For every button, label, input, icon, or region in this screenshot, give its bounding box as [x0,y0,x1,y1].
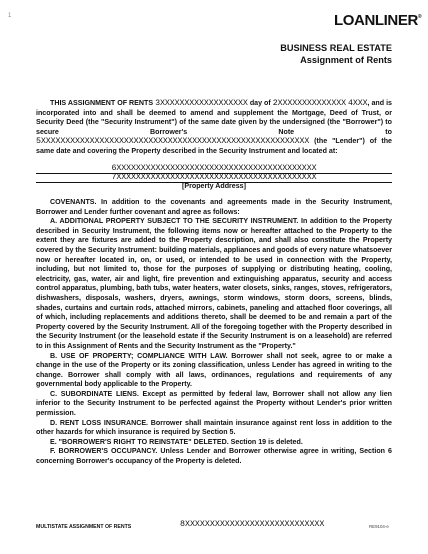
covenants-intro: COVENANTS. In addition to the covenants and agreements made in the Security Instrument, Borrower and Lender further covenant and agree as follows: [36,198,392,216]
covenants-section [36,198,392,467]
document-title: BUSINESS REAL ESTATE [280,43,392,53]
address-line-2[interactable]: 7XXXXXXXXXXXXXXXXXXXXXXXXXXXXXXXXXXXXXXXXX [111,173,317,182]
logo-registered-mark: ® [417,14,422,20]
loanliner-logo [334,12,421,29]
covenant-a: A. ADDITIONAL PROPERTY SUBJECT TO THE SECURITY INSTRUMENT. In addition to the Property described in Security Instrument, the following items now or hereafter attached to the Property to the extent they are fixtures are added to the Property description, and shall also constitute the Property covered by the Security Instrument: building materials, appliances and goods of every nature whatsoever now or hereafter located in, on, or used, or intended to be used in connection with the Property, including, but not limited to, those for the purposes of supplying or distributing heating, cooling, electricity, gas, water, air and light, fire prevention and extinguishing apparatus, security and access control apparatus, plumbing, bath tubs, water heaters, water closets, sinks, ranges, stoves, refrigerators, dishwashers, disposals, washers, dryers, awnings, storm windows, storm doors, screens, blinds, shades, curtains and curtain rods, attached mirrors, cabinets, paneling and attached floor coverings, all of which, including replacements and additions thereto, shall be deemed to be and remain a part of the Property covered by the Security Instrument. All of the foregoing together with the Property described in the Security Instrument (or the leasehold estate if the Security Instrument is on a leasehold) are referred to in this Assignment of Rents and the Security Instrument as the "Property." [36,217,392,350]
intro-body: , and is incorporated into and shall be deemed to amend and supplement the Mortgage, Deed of Trust, or Security Deed (the "Security Instrument") of the same date given by the undersigned (the "Borrower") to secure Borrower's Note to [36,99,392,136]
footer-form-title: MULTISTATE ASSIGNMENT OF RENTS [36,524,132,530]
day-of-label: day of [249,99,271,107]
month-fill-field[interactable]: 2XXXXXXXXXXXXXX [272,99,346,108]
logo-text: LOANLINER [334,12,418,29]
date-fill-field[interactable]: 3XXXXXXXXXXXXXXXXXX [155,99,248,108]
covenant-b: B. USE OF PROPERTY; COMPLIANCE WITH LAW. Borrower shall not seek, agree to or make a change in the use of the Property or its zoning classification, unless Lender has agreed in writing to the change. Borrower shall comply with all laws, ordinances, regulations and requirements of any governmental body applicable to the Property. [36,351,392,389]
year-fill-field[interactable]: 4XXX [347,99,368,108]
intro-lead: THIS ASSIGNMENT OF RENTS [50,99,154,107]
address-line-1[interactable]: 6XXXXXXXXXXXXXXXXXXXXXXXXXXXXXXXXXXXXXXXXX [111,164,317,173]
covenant-e: E. "BORROWER'S RIGHT TO REINSTATE" DELETED. Section 19 is deleted. [50,437,303,446]
lender-label: (the "Lender") [314,137,365,146]
covenant-c: C. SUBORDINATE LIENS. Except as permitted by federal law, Borrower shall not allow any lien inferior to the Security Instrument to be perfected against the Property without Lender's prior written permission. [36,389,392,418]
covenant-f: F. BORROWER'S OCCUPANCY. Unless Lender and Borrower otherwise agree in writing, Section 6 concerning Borrower's occupancy of the Property is deleted. [36,447,392,466]
footer-form-code: RE9104-e [369,524,389,529]
lender-fill-field[interactable]: 5XXXXXXXXXXXXXXXXXXXXXXXXXXXXXXXXXXXXXXXXXXXXXXXXXXXXXXX [36,137,310,147]
document-subtitle: Assignment of Rents [300,55,392,65]
property-address-label: [Property Address] [182,182,246,190]
footer-fill-field[interactable]: 8XXXXXXXXXXXXXXXXXXXXXXXXXXXX [180,520,325,529]
intro-paragraph [36,99,392,157]
intro-tail: of the same date and covering the Property described in the Security Instrument and located at: [36,137,392,155]
page-number: 1 [8,13,12,19]
covenant-d: D. RENT LOSS INSURANCE. Borrower shall maintain insurance against rent loss in addition to the other hazards for which insurance is required by Section 5. [36,418,392,437]
